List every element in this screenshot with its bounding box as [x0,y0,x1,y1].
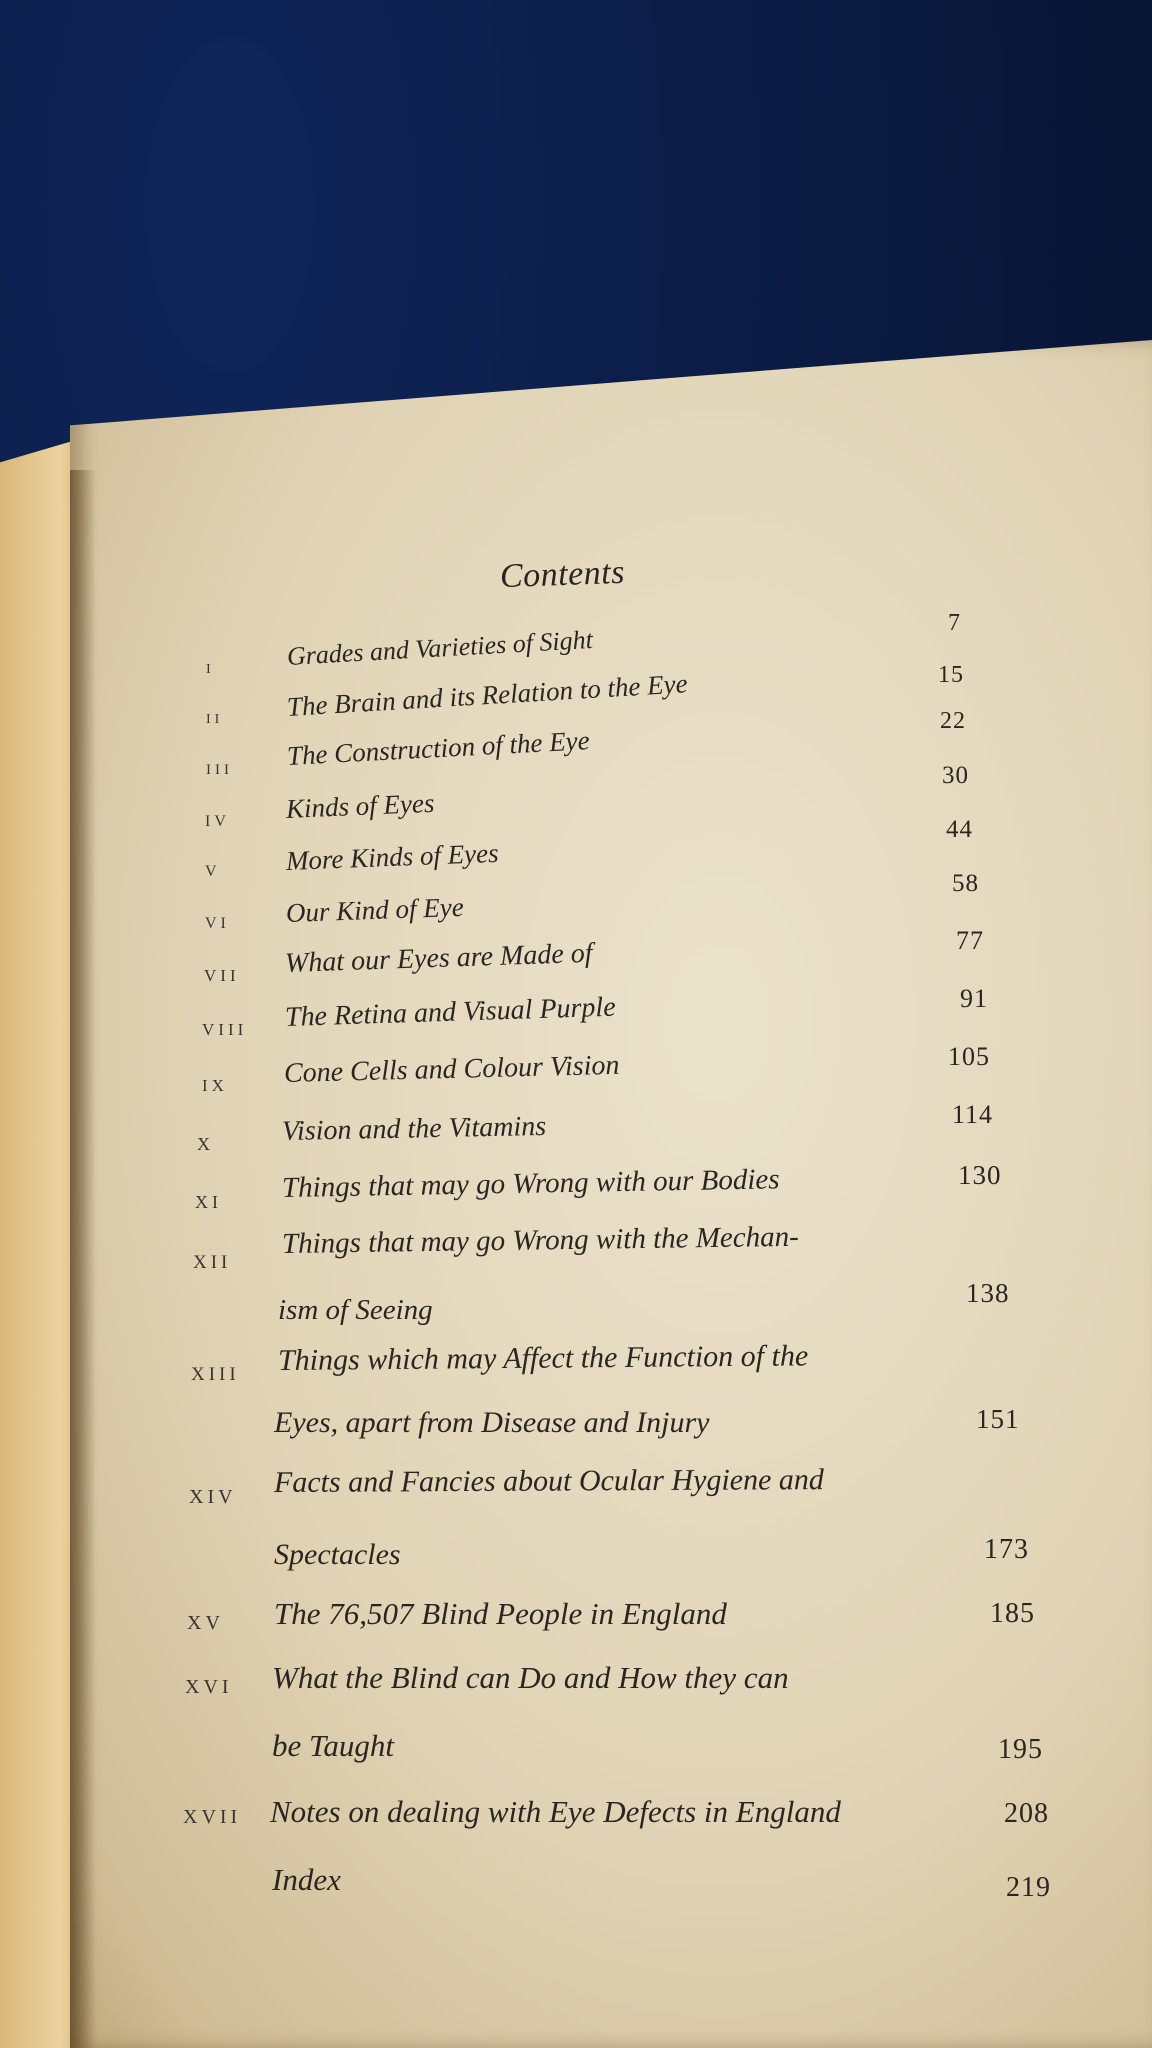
chapter-number: X [197,1134,214,1154]
chapter-number: XIV [189,1486,237,1508]
chapter-title: Cone Cells and Colour Vision [283,1049,620,1089]
chapter-title: The Brain and its Relation to the Eye [286,668,689,722]
page-number: 208 [1004,1798,1049,1829]
chapter-number: XVI [185,1676,233,1698]
index-title: Index [272,1862,341,1897]
chapter-title: Notes on dealing with Eye Defects in England [270,1794,841,1829]
chapter-title: Things which may Affect the Function of the [277,1339,809,1377]
chapter-number: IV [205,813,230,830]
page-number: 58 [952,870,979,897]
chapter-title: What the Blind can Do and How they can [272,1660,789,1695]
chapter-title: Facts and Fancies about Ocular Hygiene and [273,1463,824,1499]
chapter-number: XII [193,1252,232,1273]
chapter-number: XI [195,1192,222,1212]
chapter-number: XVII [183,1806,242,1828]
page-number: 219 [1006,1872,1051,1903]
chapter-title-continuation: Spectacles [274,1538,401,1571]
page-number: 185 [990,1598,1035,1629]
chapter-title: The 76,507 Blind People in England [274,1596,727,1631]
page-number: 77 [956,926,984,955]
chapter-title: More Kinds of Eyes [285,837,500,876]
chapter-title: The Retina and Visual Purple [284,991,617,1033]
chapter-title-continuation: be Taught [272,1728,395,1763]
page-number: 138 [966,1278,1010,1308]
page-number: 15 [938,662,964,688]
chapter-number: XIII [191,1364,240,1385]
chapter-title-continuation: Eyes, apart from Disease and Injury [274,1406,710,1439]
chapter-title: Things that may go Wrong with our Bodies [281,1163,780,1204]
chapter-title-continuation: ism of Seeing [278,1294,433,1326]
chapter-number: III [206,762,233,778]
chapter-title: Our Kind of Eye [285,891,465,928]
chapter-number: VIII [202,1020,248,1039]
page-number: 91 [960,984,988,1013]
chapter-title: Grades and Varieties of Sight [286,624,594,671]
chapter-title: The Construction of the Eye [286,725,591,771]
contents-title: Contents [499,553,626,596]
page-number: 151 [976,1404,1020,1434]
page-number: 173 [984,1534,1029,1565]
chapter-number: VI [205,915,230,932]
chapter-number: V [205,863,221,880]
page-number: 44 [946,816,973,843]
chapter-number: I [206,662,215,677]
chapter-number: II [206,712,224,727]
page-number: 195 [998,1734,1043,1765]
page-number: 22 [940,708,966,734]
page-number: 7 [948,610,961,636]
page-number: 114 [952,1100,994,1129]
chapter-number: IX [202,1076,228,1095]
chapter-title: Kinds of Eyes [285,787,435,824]
page-number: 30 [942,762,969,789]
page-number: 130 [958,1160,1002,1190]
chapter-title: What our Eyes are Made of [284,937,594,979]
chapter-title: Vision and the Vitamins [281,1110,547,1147]
chapter-number: XV [187,1612,224,1634]
page-number: 105 [948,1042,990,1071]
chapter-title: Things that may go Wrong with the Mechan- [281,1220,800,1260]
chapter-number: VII [204,966,240,985]
